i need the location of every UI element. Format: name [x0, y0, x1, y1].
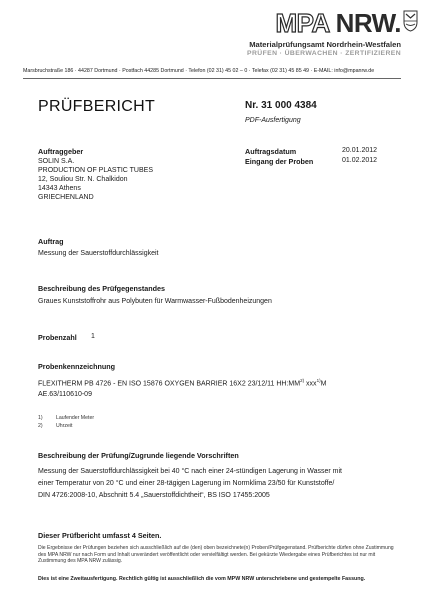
receipt-date-label: Eingang der Proben — [245, 157, 314, 166]
page-count-note: Dieser Prüfbericht umfasst 4 Seiten. — [38, 531, 162, 540]
receipt-date-value: 01.02.2012 — [342, 157, 378, 164]
page-title: PRÜFBERICHT — [38, 98, 156, 115]
logo-nrw: NRW. — [335, 8, 401, 38]
marking-line-1 — [38, 378, 326, 387]
client-label: Auftraggeber — [38, 147, 84, 156]
description-label: Beschreibung des Prüfgegenstandes — [38, 284, 166, 293]
client-line: SOLIN S.A. — [38, 158, 75, 165]
client-line: 12, Souliou Str. N. Chalkidon — [38, 176, 128, 183]
footnote-ref: 2) — [300, 378, 305, 383]
marking-end-text: M — [320, 380, 327, 388]
report-number: Nr. 31 000 4384 — [245, 100, 317, 111]
nrw-crest-icon — [403, 10, 418, 32]
procedure-label: Beschreibung der Prüfung/Zugrunde liegende Vorschriften — [38, 451, 239, 460]
order-date-value: 20.01.2012 — [342, 147, 378, 154]
marking-mid-text: xxx — [304, 380, 317, 388]
client-line: PRODUCTION OF PLASTIC TUBES — [38, 167, 153, 174]
logo-subtitle: Materialprüfungsamt Nordrhein-Westfalen — [249, 40, 401, 49]
footnote-text: Laufender Meter — [56, 415, 95, 421]
client-line: GRIECHENLAND — [38, 194, 94, 201]
sample-count-value: 1 — [91, 333, 95, 340]
client-line: 14343 Athens — [38, 185, 81, 192]
description-text: Graues Kunststoffrohr aus Polybuten für Warmwasser-Fußbodenheizungen — [38, 298, 272, 305]
disclaimer-text: Die Ergebnisse der Prüfungen beziehen sich ausschließlich auf die (den) oben bezeichnete(n) Proben/Prüfgegenstand. Prüfberichte dürfen ohne Zustimmung des MPA NRW nur nach Form und Inhalt unverändert veröffentlicht oder vervielfältigt werden. Bei gekürzte Wiedergabe eines Prüfberichtes ist nur mit Zustimmung des MPA NRW zulässig. — [38, 545, 394, 565]
sample-count-label: Probenzahl — [38, 333, 77, 342]
footnote-text: Uhrzeit — [56, 423, 73, 429]
header-divider — [23, 78, 401, 79]
address-line: Marsbruchstraße 186 · 44287 Dortmund · Postfach 44285 Dortmund · Telefon (02 31) 45 02 – 0 · Telefax (02 31) 45 85 49 · E-MAIL: info@mpanrw.de — [23, 68, 375, 74]
marking-main-text: FLEXITHERM PB 4726 - EN ISO 15876 OXYGEN BARRIER 16X2 23/12/11 HH:MM — [38, 380, 301, 388]
order-label: Auftrag — [38, 237, 64, 246]
marking-label: Probenkennzeichnung — [38, 362, 116, 371]
procedure-line: DIN 4726:2008-10, Abschnitt 5.4 „Sauerstoffdichtheit“, BS ISO 17455:2005 — [38, 492, 270, 499]
second-copy-note: Dies ist eine Zweitausfertigung. Rechtlich gültig ist ausschließlich die vom MPW NRW unterschriebene und gestempelte Fassung. — [38, 576, 366, 582]
procedure-line: Messung der Sauerstoffdurchlässigkeit bei 40 °C nach einer 24-stündigen Lagerung in Wasser mit — [38, 468, 342, 475]
order-date-label: Auftragsdatum — [245, 147, 297, 156]
marking-line-2: AE.63/110610-09 — [38, 391, 92, 398]
logo-mpa: MPA — [275, 8, 329, 38]
procedure-line: einer Temperatur von 20 °C und einer 28-tägigen Lagerung im Normklima 23/50 für Kunststoffe/ — [38, 480, 335, 487]
logo-wordmark — [275, 8, 401, 39]
footnote-number: 2) — [38, 423, 43, 429]
logo-claim: PRÜFEN · ÜBERWACHEN · ZERTIFIZIEREN — [247, 50, 401, 57]
report-edition: PDF-Ausfertigung — [245, 117, 301, 124]
footnote-number: 1) — [38, 415, 43, 421]
order-text: Messung der Sauerstoffdurchlässigkeit — [38, 250, 159, 257]
footnote-ref: 1) — [316, 378, 321, 383]
